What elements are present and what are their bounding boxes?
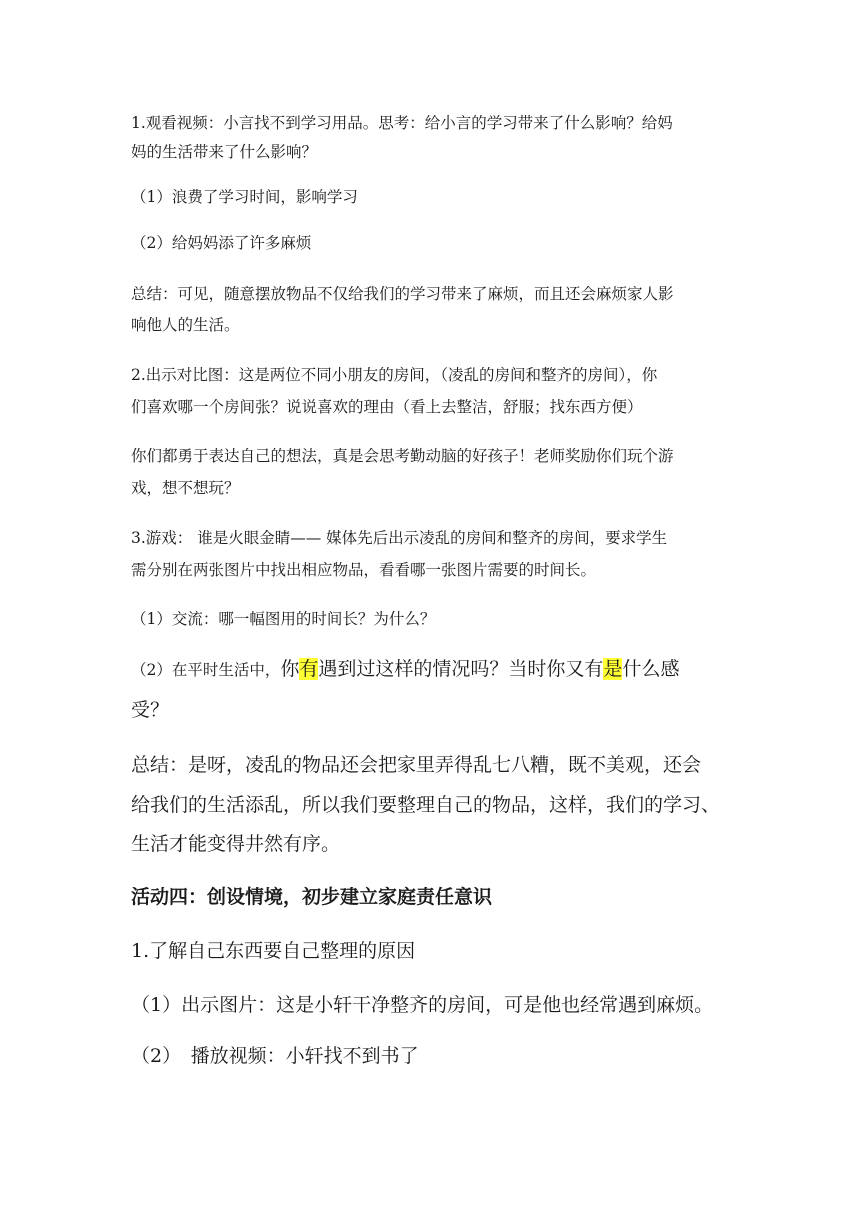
paragraph-13: （2） 播放视频：小轩找不到书了	[131, 1045, 419, 1067]
paragraph-11: 1.了解自己东西要自己整理的原因	[131, 940, 416, 962]
paragraph-4-line-2: 响他人的生活。	[131, 316, 240, 334]
paragraph-9-part-a: （2）在平时生活中，	[131, 661, 281, 679]
paragraph-2: （1）浪费了学习时间，影响学习	[131, 188, 358, 206]
paragraph-9-part-f: 什么感	[622, 658, 680, 680]
paragraph-7-line-2: 需分别在两张图片中找出相应物品，看看哪一张图片需要的时间长。	[131, 561, 597, 579]
highlighted-text: 是	[603, 658, 623, 680]
paragraph-9-line-1	[131, 660, 679, 679]
paragraph-1-line-1: 1.观看视频：小言找不到学习用品。思考：给小言的学习带来了什么影响？给妈	[131, 114, 673, 132]
paragraph-10-line-1: 总结：是呀，凌乱的物品还会把家里弄得乱七八糟，既不美观，还会	[131, 754, 702, 776]
paragraph-4-line-1: 总结：可见，随意摆放物品不仅给我们的学习带来了麻烦，而且还会麻烦家人影	[131, 285, 674, 303]
paragraph-10-line-3: 生活才能变得井然有序。	[131, 833, 341, 855]
paragraph-5-line-2: 们喜欢哪一个房间张？说说喜欢的理由（看上去整洁，舒服；找东西方便）	[131, 398, 643, 416]
paragraph-1-line-2: 妈的生活带来了什么影响？	[131, 143, 318, 161]
paragraph-5-line-1: 2.出示对比图：这是两位不同小朋友的房间，（凌乱的房间和整齐的房间），你	[131, 366, 658, 384]
paragraph-3: （2）给妈妈添了许多麻烦	[131, 234, 312, 252]
paragraph-9-line-2: 受？	[131, 699, 170, 721]
paragraph-10-line-2: 给我们的生活添乱，所以我们要整理自己的物品，这样，我们的学习、	[131, 794, 721, 816]
paragraph-7-line-1: 3.游戏： 谁是火眼金睛—— 媒体先后出示凌乱的房间和整齐的房间，要求学生	[131, 529, 668, 547]
highlighted-text: 有	[299, 658, 319, 680]
paragraph-6-line-2: 戏，想不想玩？	[131, 479, 240, 497]
paragraph-9-part-d: 遇到过这样的情况吗？当时你又有	[318, 658, 604, 680]
section-heading: 活动四：创设情境，初步建立家庭责任意识	[131, 886, 493, 908]
paragraph-8: （1）交流：哪一幅图用的时间长？为什么？	[131, 610, 436, 628]
paragraph-12: （1）出示图片：这是小轩干净整齐的房间，可是他也经常遇到麻烦。	[131, 994, 714, 1016]
paragraph-6-line-1: 你们都勇于表达自己的想法，真是会思考勤动脑的好孩子！老师奖励你们玩个游	[131, 447, 674, 465]
paragraph-9-part-b: 你	[280, 658, 300, 680]
